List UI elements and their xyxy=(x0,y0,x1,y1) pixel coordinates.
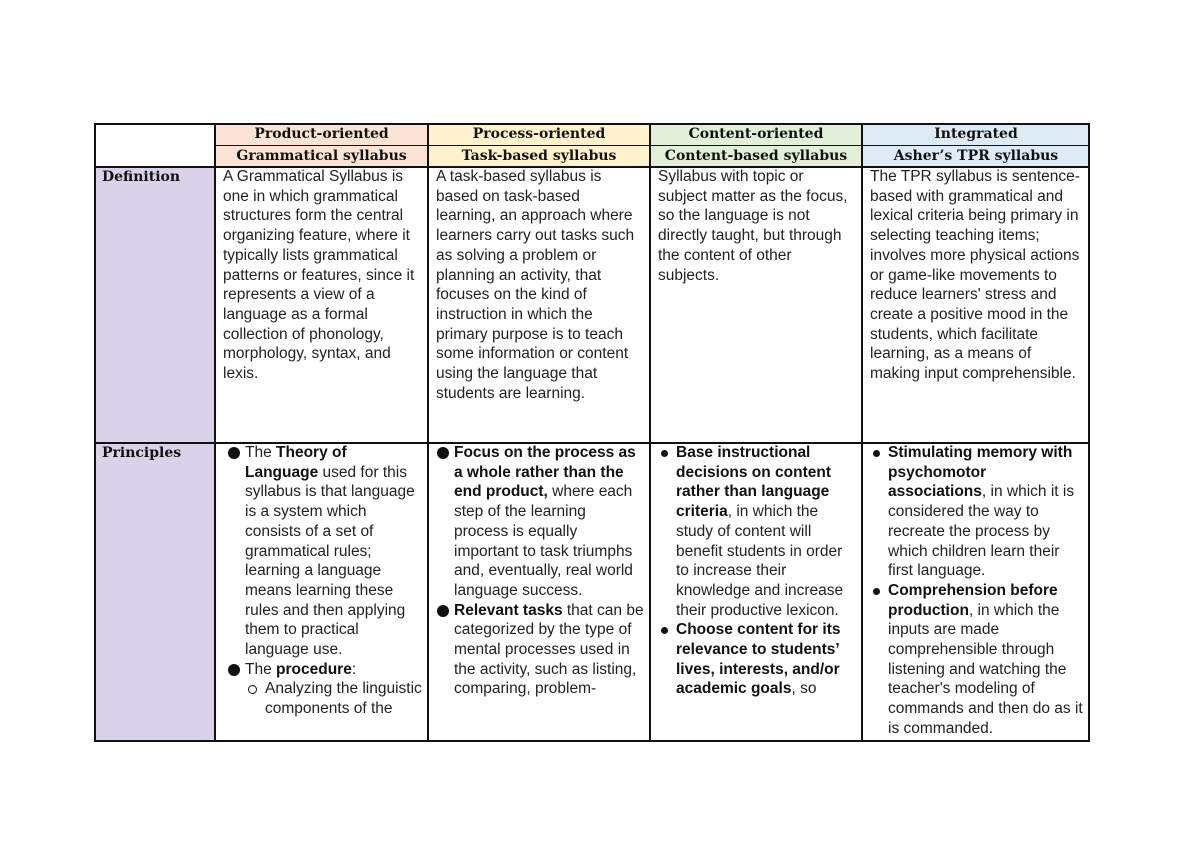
list-item: Base instructional decisions on content rather than language criteria, in which the study of content will benefit students in order to increase their knowledge and increase their productive lexicon. xyxy=(656,443,856,620)
principles-task-based xyxy=(428,443,648,741)
header-grammatical-syllabus: Grammatical syllabus xyxy=(236,148,407,164)
principles-content-based xyxy=(650,443,860,741)
header-content-oriented: Content-oriented xyxy=(688,126,824,142)
table-col-divider-4 xyxy=(861,123,863,742)
header-integrated: Integrated xyxy=(934,126,1018,142)
header-process-oriented: Process-oriented xyxy=(472,126,606,142)
principles-grammatical xyxy=(215,443,426,741)
definition-tpr: The TPR syllabus is sentence-based with grammatical and lexical criteria being primary in selecting teaching items; involves more physical actions or game-like movements to reduce learners' stress and create a positive mood in the students, which facilitate learning, as a means of making input comprehensible. xyxy=(870,168,1080,383)
row-label-principles: Principles xyxy=(102,445,182,461)
table-rule-header-mid xyxy=(215,145,1090,146)
bullet-icon xyxy=(437,605,449,617)
bullet-icon xyxy=(873,450,880,457)
list-item: The Theory of Language used for this syllabus is that language is a system which consists of a set of grammatical rules; learning a language means learning these rules and then applying them to practical language use. xyxy=(225,443,422,660)
list-item: The procedure: Analyzing the linguistic components of the xyxy=(225,660,422,719)
table-col-divider-3 xyxy=(649,123,651,742)
definition-grammatical: A Grammatical Syllabus is one in which grammatical structures form the central organizing feature, where it typically lists grammatical patterns or features, since it represents a view of a language as a formal collection of phonology, morphology, syntax, and lexis. xyxy=(223,168,415,383)
bullet-icon xyxy=(228,447,240,459)
header-task-based-syllabus: Task-based syllabus xyxy=(461,148,617,164)
definition-task-based: A task-based syllabus is based on task-based learning, an approach where learners carry out tasks such as solving a problem or planning an activity, that focuses on the kind of instruction in which the primary purpose is to teach some information or content using the language that students are learning. xyxy=(436,168,635,402)
syllabus-comparison-table xyxy=(94,123,1090,742)
sub-list-item: Analyzing the linguistic components of the xyxy=(245,679,422,718)
table-col-divider-2 xyxy=(427,123,429,742)
list-item: Stimulating memory with psychomotor associations, in which it is considered the way to recreate the process by which children learn their first language. xyxy=(868,443,1084,581)
list-item: Comprehension before production, in which the inputs are made comprehensible through listening and watching the teacher's modeling of commands and then do as it is commanded. xyxy=(868,581,1084,739)
row-label-principles-bg xyxy=(94,442,215,742)
bullet-icon xyxy=(661,450,668,457)
row-label-definition-bg xyxy=(94,166,215,442)
list-item: Choose content for its relevance to students’ lives, interests, and/or academic goals, so xyxy=(656,620,856,699)
table-border-bottom xyxy=(94,740,1090,742)
table-col-divider-1 xyxy=(214,123,216,742)
table-rule-header-bottom xyxy=(94,166,1090,168)
header-content-based-syllabus: Content-based syllabus xyxy=(664,148,848,164)
list-item: Relevant tasks that can be categorized by the type of mental processes used in the activity, such as listing, comparing, problem- xyxy=(434,601,644,700)
bullet-icon xyxy=(228,664,240,676)
table-rule-row-divider xyxy=(94,442,1090,444)
definition-content-based: Syllabus with topic or subject matter as the focus, so the language is not directly taught, but through the content of other subjects. xyxy=(658,168,848,284)
row-label-definition: Definition xyxy=(102,169,181,185)
table-border-top xyxy=(94,123,1090,125)
circle-bullet-icon xyxy=(248,685,257,694)
table-border-right xyxy=(1088,123,1090,742)
header-product-oriented: Product-oriented xyxy=(254,126,389,142)
list-item: Focus on the process as a whole rather than the end product, where each step of the learning process is equally important to task triumphs and, eventually, real world language success. xyxy=(434,443,644,601)
bullet-icon xyxy=(661,627,668,634)
header-tpr-syllabus: Asher’s TPR syllabus xyxy=(893,148,1059,164)
principles-tpr xyxy=(862,443,1088,741)
bullet-icon xyxy=(873,588,880,595)
bullet-icon xyxy=(437,447,449,459)
table-border-left xyxy=(94,123,96,742)
